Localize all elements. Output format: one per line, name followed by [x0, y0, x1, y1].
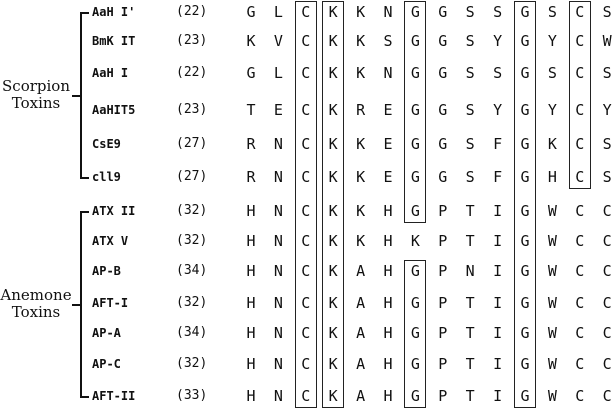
residue: G [520, 32, 530, 50]
residue: S [465, 3, 475, 21]
residue: H [383, 387, 393, 405]
toxin-name: AaHIT5 [92, 103, 136, 117]
residue: C [575, 294, 585, 312]
residue: H [383, 324, 393, 342]
residue: T [465, 355, 475, 373]
residue: C [301, 355, 311, 373]
residue: C [301, 324, 311, 342]
residue: R [246, 168, 256, 186]
residue: W [547, 324, 557, 342]
conserved-residue-box [404, 1, 426, 223]
residue: S [602, 64, 612, 82]
residue: C [301, 232, 311, 250]
residue: G [520, 262, 530, 280]
residue: G [438, 101, 448, 119]
residue: C [602, 324, 612, 342]
residue: G [438, 168, 448, 186]
residue: I [493, 355, 503, 373]
residue: K [328, 101, 338, 119]
toxin-name: BmK IT [92, 34, 136, 48]
residue: Y [493, 32, 503, 50]
residue: N [273, 202, 283, 220]
group-label: Scorpion Toxins [2, 76, 70, 112]
residue: P [438, 324, 448, 342]
residue: H [246, 324, 256, 342]
residue: C [301, 101, 311, 119]
residue: I [493, 262, 503, 280]
residue: G [520, 324, 530, 342]
residue: W [547, 387, 557, 405]
residue: I [493, 294, 503, 312]
residue: Y [602, 101, 612, 119]
toxin-name: AP-B [92, 264, 121, 278]
residue: G [520, 135, 530, 153]
group-bracket [80, 211, 82, 398]
residue: R [246, 135, 256, 153]
residue: N [273, 387, 283, 405]
residue: A [356, 387, 366, 405]
residue: G [520, 232, 530, 250]
residue: C [575, 232, 585, 250]
residue: H [383, 232, 393, 250]
residue: K [328, 64, 338, 82]
residue: C [301, 64, 311, 82]
group-label: Anemone Toxins [0, 285, 72, 321]
conserved-residue-box [569, 1, 591, 189]
residue: S [465, 168, 475, 186]
residue: K [356, 232, 366, 250]
residue: G [410, 101, 420, 119]
residue: H [246, 262, 256, 280]
residue: A [356, 324, 366, 342]
residue: W [547, 202, 557, 220]
residue: N [273, 135, 283, 153]
conserved-residue-box [322, 1, 344, 408]
conserved-residue-box [295, 1, 317, 408]
residue: C [602, 262, 612, 280]
residue: K [356, 64, 366, 82]
residue: T [246, 101, 256, 119]
residue: N [465, 262, 475, 280]
residue: W [602, 32, 612, 50]
residue: K [328, 3, 338, 21]
residue: K [547, 135, 557, 153]
residue: S [493, 64, 503, 82]
residue: H [383, 262, 393, 280]
residue: P [438, 294, 448, 312]
residue: W [547, 232, 557, 250]
residue: C [575, 262, 585, 280]
residue: C [575, 135, 585, 153]
residue: N [383, 64, 393, 82]
residue: G [410, 135, 420, 153]
residue: C [602, 202, 612, 220]
residue: S [465, 32, 475, 50]
bracket-tick [72, 95, 80, 97]
residue: S [602, 168, 612, 186]
residue-count: (27) [176, 136, 208, 151]
residue: K [328, 262, 338, 280]
residue: I [493, 202, 503, 220]
residue: K [328, 168, 338, 186]
residue-count: (23) [176, 102, 208, 117]
residue: Y [493, 101, 503, 119]
residue: C [575, 3, 585, 21]
residue: K [328, 32, 338, 50]
residue-count: (34) [176, 263, 208, 278]
residue: S [602, 135, 612, 153]
residue: K [328, 294, 338, 312]
residue: T [465, 202, 475, 220]
residue: G [410, 262, 420, 280]
residue-count: (32) [176, 356, 208, 371]
residue: L [273, 3, 283, 21]
residue: E [383, 135, 393, 153]
residue: G [246, 64, 256, 82]
residue: G [438, 64, 448, 82]
residue: P [438, 262, 448, 280]
toxin-name: ATX V [92, 234, 129, 248]
toxin-name: AaH I' [92, 5, 136, 19]
residue: C [301, 262, 311, 280]
residue: S [547, 3, 557, 21]
toxin-name: AP-C [92, 357, 121, 371]
residue: W [547, 262, 557, 280]
residue: N [273, 262, 283, 280]
residue: W [547, 294, 557, 312]
residue: G [520, 355, 530, 373]
residue: C [602, 355, 612, 373]
residue: G [410, 202, 420, 220]
toxin-name: ATX II [92, 204, 136, 218]
residue: C [602, 387, 612, 405]
residue: G [520, 202, 530, 220]
residue: C [301, 32, 311, 50]
residue: C [575, 32, 585, 50]
residue: N [273, 324, 283, 342]
bracket-tick [80, 12, 89, 14]
residue: T [465, 232, 475, 250]
residue: G [438, 135, 448, 153]
residue: C [301, 135, 311, 153]
residue: N [273, 355, 283, 373]
residue: C [575, 355, 585, 373]
residue-count: (23) [176, 33, 208, 48]
residue: K [328, 324, 338, 342]
residue: K [328, 202, 338, 220]
residue-count: (22) [176, 65, 208, 80]
residue: N [273, 232, 283, 250]
residue: C [575, 387, 585, 405]
residue: H [246, 202, 256, 220]
residue: H [246, 232, 256, 250]
residue: A [356, 355, 366, 373]
residue: C [301, 387, 311, 405]
bracket-tick [80, 396, 89, 398]
residue: G [520, 294, 530, 312]
residue: F [493, 168, 503, 186]
residue: S [493, 3, 503, 21]
residue: C [301, 294, 311, 312]
residue: H [547, 168, 557, 186]
residue: G [410, 294, 420, 312]
group-bracket [80, 12, 82, 179]
residue: K [328, 232, 338, 250]
residue: A [356, 294, 366, 312]
residue: C [602, 232, 612, 250]
residue-count: (33) [176, 388, 208, 403]
conserved-residue-box [404, 260, 426, 408]
residue: K [328, 387, 338, 405]
residue: G [520, 168, 530, 186]
residue: N [273, 294, 283, 312]
residue: H [246, 294, 256, 312]
residue: C [301, 202, 311, 220]
toxin-name: AFT-I [92, 296, 129, 310]
bracket-tick [80, 177, 89, 179]
conserved-residue-box [514, 1, 536, 408]
residue: G [410, 64, 420, 82]
residue: K [356, 32, 366, 50]
residue-count: (32) [176, 295, 208, 310]
residue: F [493, 135, 503, 153]
residue-count: (34) [176, 325, 208, 340]
residue: G [520, 387, 530, 405]
residue: G [410, 168, 420, 186]
residue: K [410, 232, 420, 250]
residue: G [246, 3, 256, 21]
residue: G [438, 32, 448, 50]
residue: S [547, 64, 557, 82]
residue: S [602, 3, 612, 21]
residue: I [493, 324, 503, 342]
residue: K [246, 32, 256, 50]
residue: K [356, 3, 366, 21]
residue-count: (32) [176, 203, 208, 218]
residue: P [438, 387, 448, 405]
residue: G [410, 387, 420, 405]
residue: S [465, 135, 475, 153]
residue: E [383, 101, 393, 119]
bracket-tick [80, 211, 89, 213]
residue: G [520, 101, 530, 119]
residue: T [465, 387, 475, 405]
toxin-name: AFT-II [92, 389, 136, 403]
residue: G [438, 3, 448, 21]
residue: G [520, 64, 530, 82]
residue-count: (32) [176, 233, 208, 248]
residue: K [356, 168, 366, 186]
residue: C [575, 324, 585, 342]
residue: K [356, 202, 366, 220]
residue: T [465, 324, 475, 342]
residue: C [575, 168, 585, 186]
residue: E [383, 168, 393, 186]
toxin-name: AaH I [92, 66, 129, 80]
residue: C [575, 202, 585, 220]
residue: C [575, 101, 585, 119]
residue: E [273, 101, 283, 119]
residue: G [410, 355, 420, 373]
residue: K [328, 355, 338, 373]
residue: G [520, 3, 530, 21]
residue: N [383, 3, 393, 21]
residue: C [301, 3, 311, 21]
residue: P [438, 355, 448, 373]
residue: Y [547, 101, 557, 119]
residue: P [438, 232, 448, 250]
residue: P [438, 202, 448, 220]
residue: N [273, 168, 283, 186]
toxin-name: cll9 [92, 170, 121, 184]
residue-count: (27) [176, 169, 208, 184]
residue: L [273, 64, 283, 82]
residue: G [410, 3, 420, 21]
residue: G [410, 324, 420, 342]
residue: H [246, 355, 256, 373]
residue: C [602, 294, 612, 312]
toxin-name: CsE9 [92, 137, 121, 151]
residue: H [246, 387, 256, 405]
residue: G [410, 32, 420, 50]
residue: T [465, 294, 475, 312]
residue: K [328, 135, 338, 153]
residue: V [273, 32, 283, 50]
residue: H [383, 294, 393, 312]
residue: A [356, 262, 366, 280]
residue: C [301, 168, 311, 186]
residue: K [356, 135, 366, 153]
residue: C [575, 64, 585, 82]
residue: Y [547, 32, 557, 50]
residue: S [465, 101, 475, 119]
residue: H [383, 202, 393, 220]
residue: W [547, 355, 557, 373]
residue: R [356, 101, 366, 119]
residue: H [383, 355, 393, 373]
residue: S [383, 32, 393, 50]
residue: I [493, 232, 503, 250]
toxin-name: AP-A [92, 326, 121, 340]
residue: S [465, 64, 475, 82]
residue-count: (22) [176, 4, 208, 19]
bracket-tick [72, 304, 80, 306]
residue: I [493, 387, 503, 405]
